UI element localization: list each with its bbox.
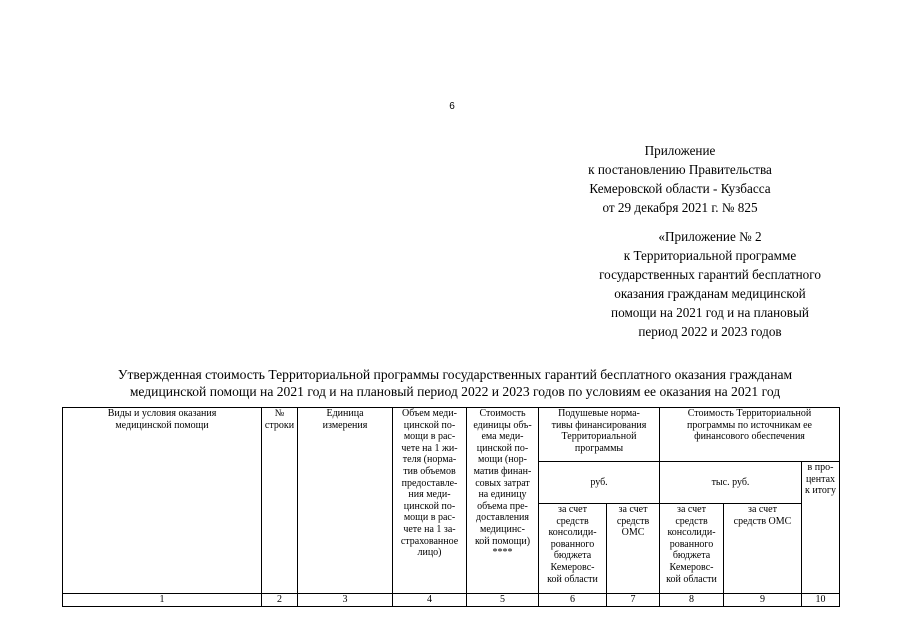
header-text-line: за счет [558,504,587,515]
header-line-number [262,408,298,594]
header-text-line: программы по источникам ее [687,419,812,431]
header-text-line: к итогу [804,485,837,497]
header-text-line: ния меди- [408,489,451,501]
header-text-line: финансового обеспечения [694,431,805,443]
header-text-line: Территориальной [561,431,637,443]
column-number: 3 [298,594,393,607]
header-text-line: за счет [677,504,706,515]
header-text-line: измерения [322,419,368,431]
column-number: 2 [262,594,298,607]
header-unit-rub: руб. [539,462,660,504]
header-text-line: кой области [547,573,598,585]
header-volume [393,408,467,594]
header-text-line: консолиди- [548,527,597,539]
header-text-line: страхованное [400,535,459,547]
header-text-line: Подушевые норма- [558,408,640,419]
header-text-line: Стоимость Территориальной [687,408,812,419]
header-unit-cost [467,408,539,594]
header-oms-per-capita [607,504,660,594]
header-text-line: ема меди- [481,431,524,443]
header-text-line: мощи в рас- [403,512,456,524]
header-unit-thousand-rub: тыс. руб. [660,462,802,504]
appendix1-line: Приложение [644,143,716,158]
header-text-line: мощи (нор- [478,454,527,466]
header-text-line: средств [556,515,589,527]
header-text-line: ОМС [621,527,645,539]
title-line: медицинской помощи на 2021 год и на плановый период 2022 и 2023 годов по условиям ее оказания на 2021 год [129,384,781,399]
column-number: 6 [539,594,607,607]
header-text-line: на единицу [478,489,527,501]
header-text-line: **** [492,547,513,559]
header-text-line: бюджета [672,550,711,562]
page-number: 6 [449,101,455,112]
header-text-line: в про- [807,462,834,473]
header-text-line: средств [616,515,650,527]
header-text-line: теля (норма- [402,454,457,466]
column-number: 4 [393,594,467,607]
header-percent-of-total [802,462,840,594]
appendix1-line: Кемеровской области - Кузбасса [589,181,771,196]
column-number: 7 [607,594,660,607]
header-text-line: Кемеровс- [550,561,595,573]
title-line: Утвержденная стоимость Территориальной программы государственных гарантий бесплатного оказания гражданам [117,367,793,382]
header-text-line: предоставле- [401,477,458,489]
header-text-line: средств ОМС [733,515,792,527]
header-text-line: тивы финансирования [551,419,647,431]
appendix2-line: период 2022 и 2023 годов [638,324,782,339]
header-text-line: центах [805,473,836,485]
header-text-line: тив объемов [403,465,456,477]
header-text-line: кой помощи) [474,535,531,547]
header-text-line: лицо) [417,547,442,559]
appendix1-line: от 29 декабря 2021 г. № 825 [602,200,758,215]
header-text-line: матив финан- [473,465,532,477]
column-number: 9 [724,594,802,607]
header-text-line: № [274,408,285,419]
header-text-line: цинской по- [403,500,456,512]
header-text-line: за счет [748,504,777,515]
header-text-line: медицинс- [480,523,525,535]
appendix2-line: помощи на 2021 год и на плановый [611,305,809,320]
header-text-line: Виды и условия оказания [107,408,217,419]
header-text-line: единицы объ- [473,419,532,431]
header-text-line: цинской по- [403,419,456,431]
header-text-line: рованного [669,538,714,550]
header-unit [298,408,393,594]
header-text-line: средств [675,515,708,527]
header-regional-budget-per-capita [539,504,607,594]
header-text-line: чете на 1 жи- [401,442,458,454]
header-text-line: медицинской помощи [115,419,209,431]
header-per-capita-norms [539,408,660,462]
document-title [40,366,870,400]
header-text-line: совых затрат [475,477,530,489]
program-cost-table [62,407,840,607]
column-number: 5 [467,594,539,607]
header-text-line: мощи в рас- [403,431,456,443]
header-text-line: Стоимость [479,408,526,419]
appendix2-line: оказания гражданам медицинской [614,286,806,301]
header-text-line: программы [574,442,624,454]
column-number: 10 [802,594,840,607]
appendix2-line: к Территориальной программе [623,248,797,263]
header-text-line: рованного [550,538,595,550]
header-service-type [63,408,262,594]
appendix-to-program [570,227,850,341]
header-text-line: чете на 1 за- [403,523,456,535]
header-text-line: Объем меди- [402,408,457,419]
appendix-to-resolution [550,141,810,217]
header-text-line: консолиди- [667,527,716,539]
appendix2-line: «Приложение № 2 [658,229,762,244]
column-number: 1 [63,594,262,607]
column-number: 8 [660,594,724,607]
appendix1-line: к постановлению Правительства [588,162,772,177]
header-program-cost [660,408,840,462]
header-text-line: бюджета [553,550,592,562]
header-text-line: строки [264,419,295,431]
header-text-line: Кемеровс- [669,561,714,573]
header-text-line: за счет [618,504,648,515]
header-regional-budget-cost [660,504,724,594]
appendix2-line: государственных гарантий бесплатного [599,267,821,282]
header-text-line: Единица [326,408,364,419]
header-text-line: кой области [666,573,717,585]
header-text-line: доставления [475,512,530,524]
header-oms-cost [724,504,802,594]
header-text-line: цинской по- [476,442,529,454]
header-text-line: объема пре- [477,500,528,512]
